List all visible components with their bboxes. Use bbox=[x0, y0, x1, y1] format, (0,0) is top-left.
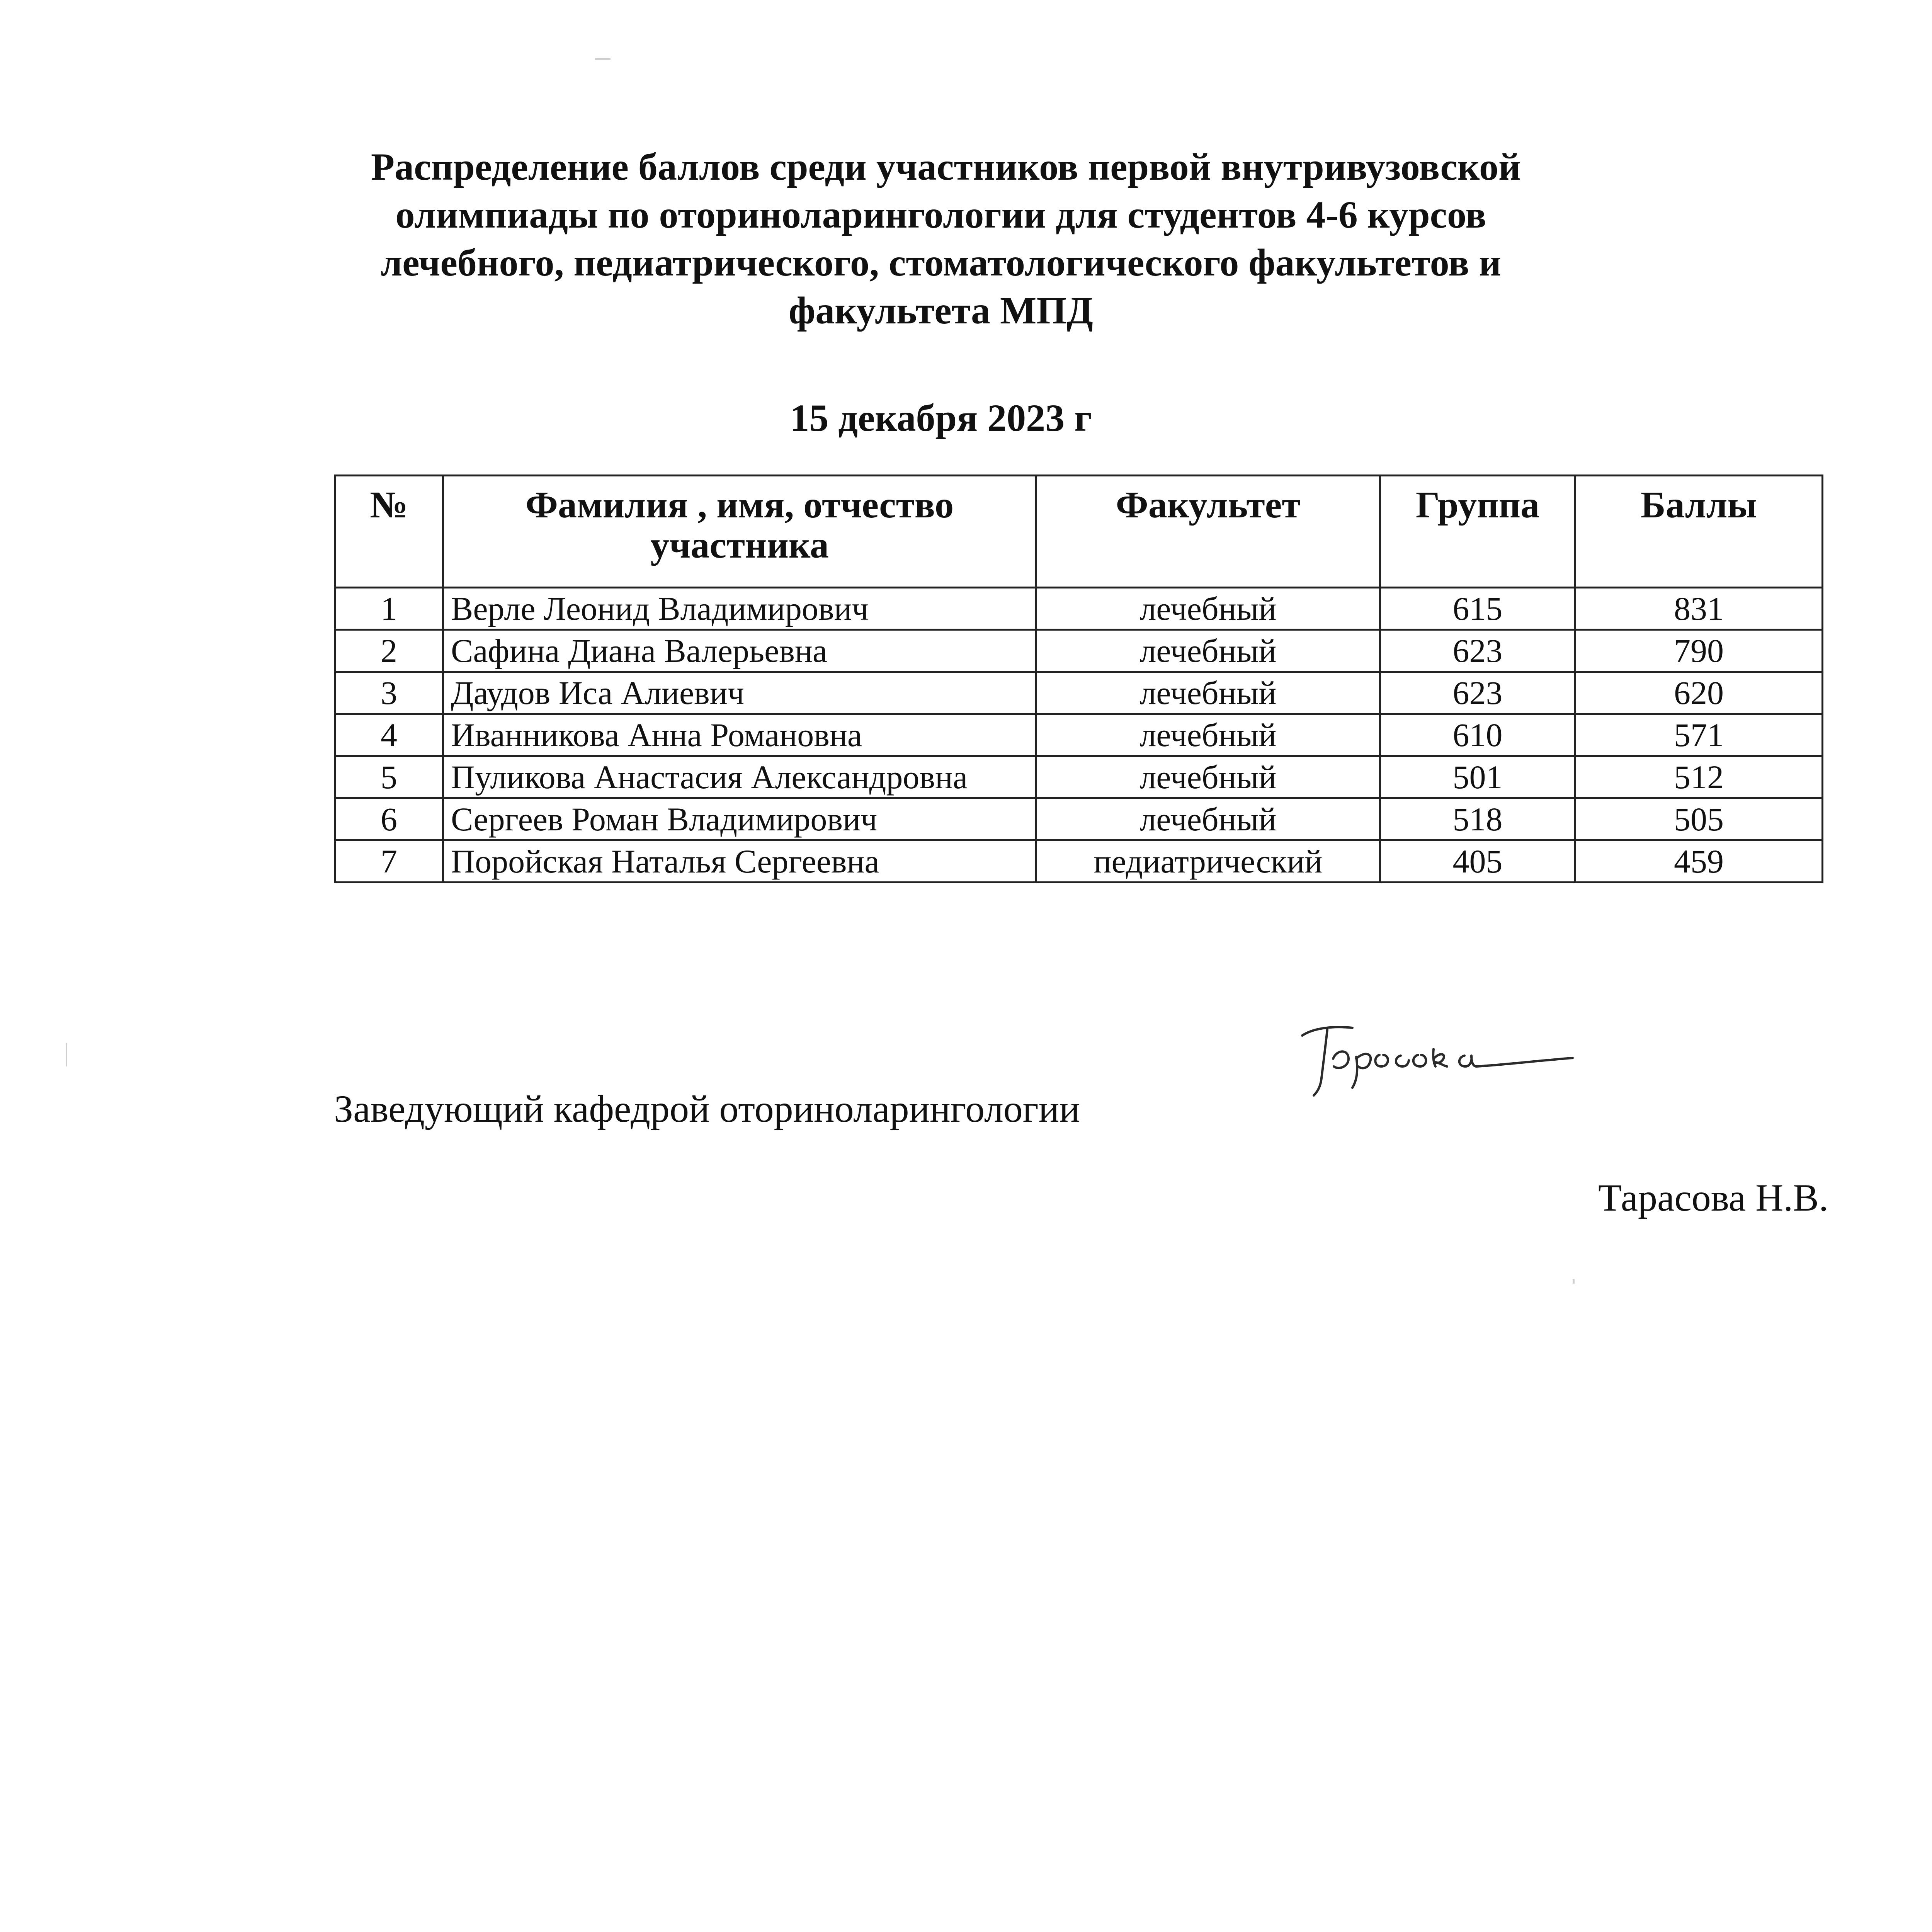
participant-name: Иванникова Анна Романовна bbox=[443, 714, 1036, 756]
points: 831 bbox=[1575, 588, 1823, 630]
faculty: лечебный bbox=[1036, 714, 1380, 756]
scan-speck bbox=[66, 1043, 67, 1066]
handwritten-signature bbox=[1291, 1012, 1584, 1113]
scan-speck bbox=[1573, 1279, 1575, 1284]
faculty: лечебный bbox=[1036, 756, 1380, 798]
group: 518 bbox=[1380, 798, 1575, 840]
row-number: 4 bbox=[335, 714, 443, 756]
participant-name: Даудов Иса Алиевич bbox=[443, 672, 1036, 714]
points: 571 bbox=[1575, 714, 1823, 756]
table-row bbox=[335, 672, 1823, 714]
group: 405 bbox=[1380, 840, 1575, 883]
results-table bbox=[334, 474, 1823, 883]
header-name bbox=[443, 476, 1036, 588]
header-faculty-label: Факультет bbox=[1116, 484, 1301, 526]
header-faculty bbox=[1036, 476, 1380, 588]
table-row bbox=[335, 840, 1823, 883]
header-points-label: Баллы bbox=[1640, 484, 1757, 526]
position-title: Заведующий кафедрой оториноларингологии bbox=[334, 1087, 1080, 1130]
title-line: факультета МПД bbox=[789, 289, 1093, 332]
header-number-label: № bbox=[370, 484, 408, 526]
points: 512 bbox=[1575, 756, 1823, 798]
participant-name: Сафина Диана Валерьевна bbox=[443, 630, 1036, 672]
signatory-name: Тарасова Н.В. bbox=[1598, 1176, 1828, 1219]
header-number bbox=[335, 476, 443, 588]
participant-name: Верле Леонид Владимирович bbox=[443, 588, 1036, 630]
participant-name: Пуликова Анастасия Александровна bbox=[443, 756, 1036, 798]
group: 623 bbox=[1380, 672, 1575, 714]
table-row bbox=[335, 630, 1823, 672]
table-row bbox=[335, 798, 1823, 840]
scan-speck bbox=[595, 58, 611, 60]
title-line: олимпиады по оториноларингологии для студентов 4-6 курсов bbox=[395, 193, 1486, 236]
table-row bbox=[335, 714, 1823, 756]
group: 623 bbox=[1380, 630, 1575, 672]
table-row bbox=[335, 756, 1823, 798]
points: 620 bbox=[1575, 672, 1823, 714]
points: 505 bbox=[1575, 798, 1823, 840]
header-group bbox=[1380, 476, 1575, 588]
faculty: педиатрический bbox=[1036, 840, 1380, 883]
group: 615 bbox=[1380, 588, 1575, 630]
row-number: 3 bbox=[335, 672, 443, 714]
faculty: лечебный bbox=[1036, 672, 1380, 714]
header-name-label: Фамилия , имя, отчество участника bbox=[525, 484, 954, 566]
group: 610 bbox=[1380, 714, 1575, 756]
row-number: 7 bbox=[335, 840, 443, 883]
participant-name: Сергеев Роман Владимирович bbox=[443, 798, 1036, 840]
faculty: лечебный bbox=[1036, 630, 1380, 672]
row-number: 2 bbox=[335, 630, 443, 672]
points: 790 bbox=[1575, 630, 1823, 672]
document-date: 15 декабря 2023 г bbox=[790, 396, 1092, 439]
table-header-row bbox=[335, 476, 1823, 588]
document-title bbox=[371, 143, 1521, 335]
title-line: Распределение баллов среди участников первой внутривузовской bbox=[371, 145, 1521, 188]
table-row bbox=[335, 588, 1823, 630]
header-group-label: Группа bbox=[1415, 484, 1540, 526]
row-number: 5 bbox=[335, 756, 443, 798]
title-line: лечебного, педиатрического, стоматологического факультетов и bbox=[381, 241, 1501, 284]
faculty: лечебный bbox=[1036, 588, 1380, 630]
row-number: 1 bbox=[335, 588, 443, 630]
participant-name: Поройская Наталья Сергеевна bbox=[443, 840, 1036, 883]
header-points bbox=[1575, 476, 1823, 588]
group: 501 bbox=[1380, 756, 1575, 798]
faculty: лечебный bbox=[1036, 798, 1380, 840]
points: 459 bbox=[1575, 840, 1823, 883]
row-number: 6 bbox=[335, 798, 443, 840]
